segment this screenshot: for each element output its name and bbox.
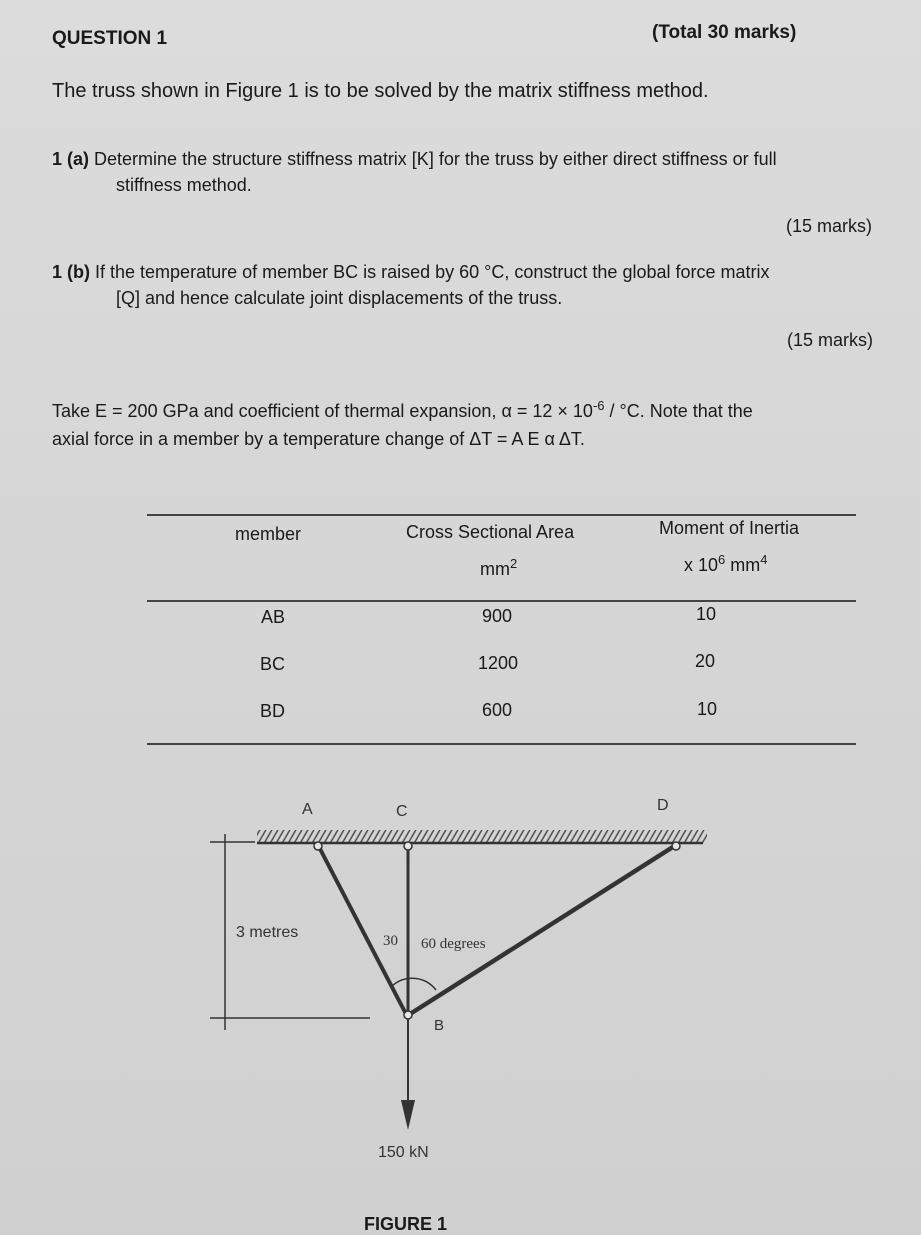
part-a-label: 1 (a)	[52, 149, 90, 169]
label-angle-60: 60 degrees	[421, 936, 486, 952]
header-inertia-unit: x $10^6$ $mm^4$	[684, 552, 768, 575]
given-line1: Take E = 200 GPa and coefficient of thermal expansion, α = 12 × 10	[52, 401, 593, 421]
row-bd-inertia: 10	[697, 699, 718, 719]
label-c: C	[396, 803, 408, 820]
joint-a	[314, 842, 322, 850]
given-exponent: -6	[592, 398, 605, 413]
angle-arc	[392, 978, 436, 990]
label-b: B	[434, 1017, 445, 1034]
row-bc-member: BC	[260, 654, 286, 674]
given-line1-tail: / °C. Note that the	[604, 401, 753, 421]
member-bd	[410, 845, 676, 1014]
question-intro: The truss shown in Figure 1 is to be solved by the matrix stiffness method.	[52, 80, 709, 102]
part-b-line1: If the temperature of member BC is raised by 60 °C, construct the global force matrix	[95, 262, 770, 282]
label-a: A	[302, 801, 313, 818]
row-bd-area: 600	[482, 700, 513, 720]
total-marks: (Total 30 marks)	[652, 22, 797, 43]
part-b-marks: (15 marks)	[787, 330, 874, 350]
question-title: QUESTION 1	[52, 28, 168, 49]
load-arrowhead	[401, 1100, 415, 1130]
part-b-line2: [Q] and hence calculate joint displacements of the truss.	[116, 288, 563, 308]
member-ab	[318, 845, 406, 1014]
row-ab-member: AB	[261, 607, 286, 627]
given-line2: axial force in a member by a temperature change of ΔT = A E α ΔT.	[52, 429, 585, 449]
support-hatching	[257, 830, 707, 843]
joint-d	[672, 842, 680, 850]
label-d: D	[657, 797, 669, 814]
figure-caption: FIGURE 1	[364, 1214, 448, 1234]
joint-b	[404, 1011, 412, 1019]
row-bc-inertia: 20	[695, 651, 716, 671]
label-angle-30: 30	[383, 933, 398, 949]
part-a-line2: stiffness method.	[116, 175, 252, 195]
header-area: Cross Sectional Area	[406, 522, 575, 542]
part-b-label: 1 (b)	[52, 262, 90, 282]
header-member: member	[235, 524, 302, 544]
row-ab-inertia: 10	[696, 604, 717, 624]
part-a-marks: (15 marks)	[786, 216, 873, 236]
joint-c	[404, 842, 412, 850]
row-ab-area: 900	[482, 606, 513, 626]
part-a-line1: Determine the structure stiffness matrix [K] for the truss by either direct stiffness or full	[94, 149, 777, 169]
label-load: 150 kN	[378, 1144, 429, 1161]
row-bd-member: BD	[260, 701, 286, 721]
header-inertia: Moment of Inertia	[659, 518, 800, 538]
label-height: 3 metres	[236, 924, 299, 941]
row-bc-area: 1200	[478, 653, 519, 673]
header-area-unit: $mm^2$	[480, 556, 518, 579]
